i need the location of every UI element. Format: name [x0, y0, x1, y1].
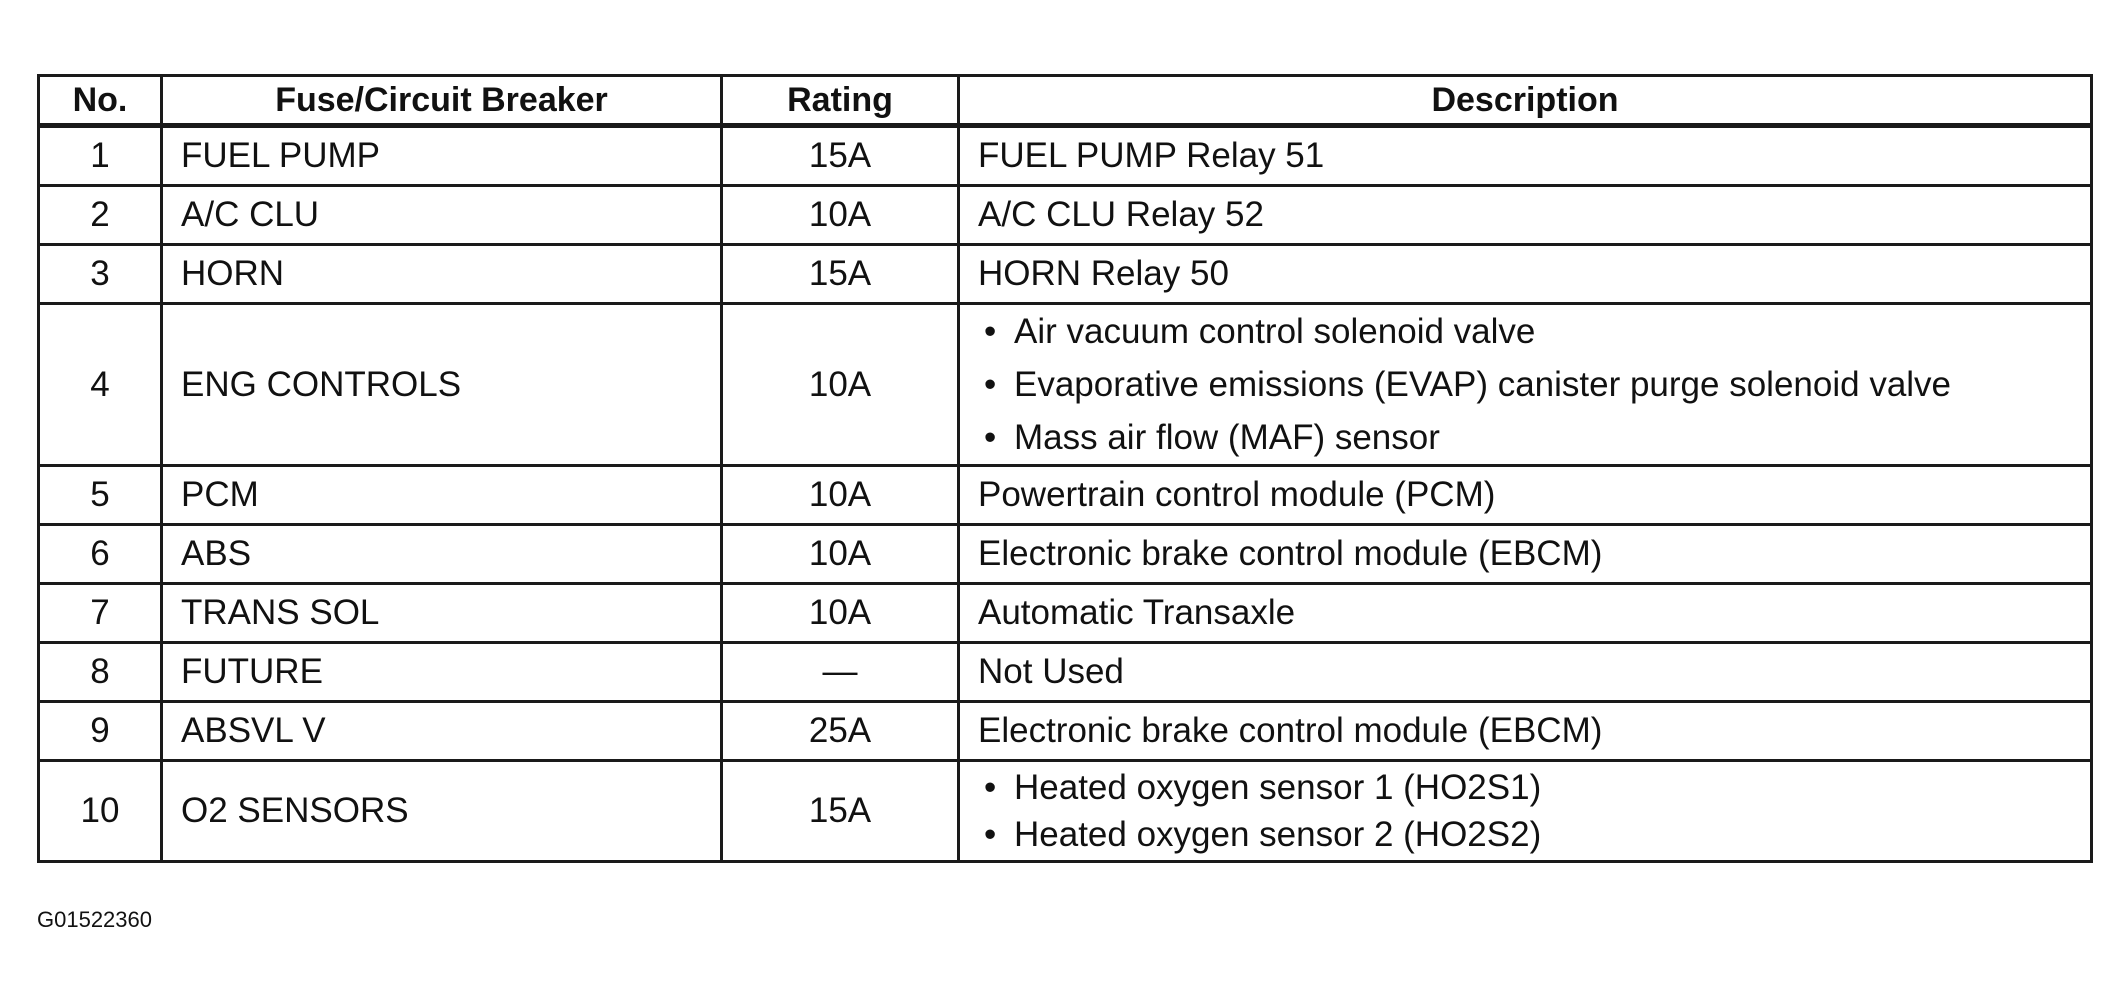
bullet-text: Evaporative emissions (EVAP) canister purge solenoid valve	[1014, 365, 1952, 404]
fuse-rating: 15A	[722, 245, 959, 304]
bullet-text: Heated oxygen sensor 2 (HO2S2)	[1014, 815, 1542, 854]
fuse-description: FUEL PUMP Relay 51	[959, 126, 2092, 186]
fuse-name: ENG CONTROLS	[162, 304, 722, 466]
fuse-description	[959, 761, 2092, 862]
fuse-rating: 10A	[722, 525, 959, 584]
table-row	[39, 761, 2092, 862]
table-row	[39, 643, 2092, 702]
row-number: 3	[39, 245, 162, 304]
fuse-name: HORN	[162, 245, 722, 304]
fuse-description: HORN Relay 50	[959, 245, 2092, 304]
table-row	[39, 245, 2092, 304]
description-bullet-item	[984, 411, 2072, 464]
description-bullet-list	[978, 305, 2072, 464]
fuse-rating: 25A	[722, 702, 959, 761]
description-bullet-item	[984, 305, 2072, 358]
fuse-rating: 15A	[722, 126, 959, 186]
figure-id: G01522360	[37, 907, 152, 932]
fuse-rating: 15A	[722, 761, 959, 862]
row-number: 5	[39, 466, 162, 525]
row-number: 8	[39, 643, 162, 702]
table-row	[39, 525, 2092, 584]
row-number: 1	[39, 126, 162, 186]
fuse-rating: 10A	[722, 186, 959, 245]
fuse-name: PCM	[162, 466, 722, 525]
bullet-icon: •	[984, 768, 997, 807]
bullet-icon: •	[984, 418, 997, 457]
fuse-name: A/C CLU	[162, 186, 722, 245]
fuse-description: Electronic brake control module (EBCM)	[959, 702, 2092, 761]
bullet-text: Air vacuum control solenoid valve	[1014, 312, 1536, 351]
header-description: Description	[959, 76, 2092, 126]
bullet-text: Mass air flow (MAF) sensor	[1014, 418, 1440, 457]
fuse-table	[37, 74, 2093, 863]
fuse-name: FUEL PUMP	[162, 126, 722, 186]
fuse-description: Powertrain control module (PCM)	[959, 466, 2092, 525]
row-number: 4	[39, 304, 162, 466]
header-fuse: Fuse/Circuit Breaker	[162, 76, 722, 126]
table-row	[39, 186, 2092, 245]
bullet-icon: •	[984, 365, 997, 404]
row-number: 10	[39, 761, 162, 862]
table-row	[39, 584, 2092, 643]
row-number: 2	[39, 186, 162, 245]
fuse-description	[959, 304, 2092, 466]
table-row	[39, 466, 2092, 525]
fuse-name: O2 SENSORS	[162, 761, 722, 862]
fuse-description: Electronic brake control module (EBCM)	[959, 525, 2092, 584]
fuse-description: Not Used	[959, 643, 2092, 702]
fuse-name: TRANS SOL	[162, 584, 722, 643]
table-row	[39, 304, 2092, 466]
fuse-rating: 10A	[722, 466, 959, 525]
header-row	[39, 76, 2092, 126]
fuse-description: Automatic Transaxle	[959, 584, 2092, 643]
fuse-description: A/C CLU Relay 52	[959, 186, 2092, 245]
header-rating: Rating	[722, 76, 959, 126]
fuse-rating: 10A	[722, 584, 959, 643]
table-row	[39, 126, 2092, 186]
row-number: 6	[39, 525, 162, 584]
description-bullet-list	[978, 764, 2072, 858]
header-no: No.	[39, 76, 162, 126]
table-row	[39, 702, 2092, 761]
bullet-text: Heated oxygen sensor 1 (HO2S1)	[1014, 768, 1542, 807]
description-bullet-item	[984, 811, 2072, 858]
row-number: 9	[39, 702, 162, 761]
bullet-icon: •	[984, 312, 997, 351]
row-number: 7	[39, 584, 162, 643]
fuse-name: ABSVL V	[162, 702, 722, 761]
description-bullet-item	[984, 764, 2072, 811]
fuse-name: FUTURE	[162, 643, 722, 702]
fuse-name: ABS	[162, 525, 722, 584]
bullet-icon: •	[984, 815, 997, 854]
description-bullet-item	[984, 358, 2072, 411]
fuse-rating: —	[722, 643, 959, 702]
fuse-rating: 10A	[722, 304, 959, 466]
